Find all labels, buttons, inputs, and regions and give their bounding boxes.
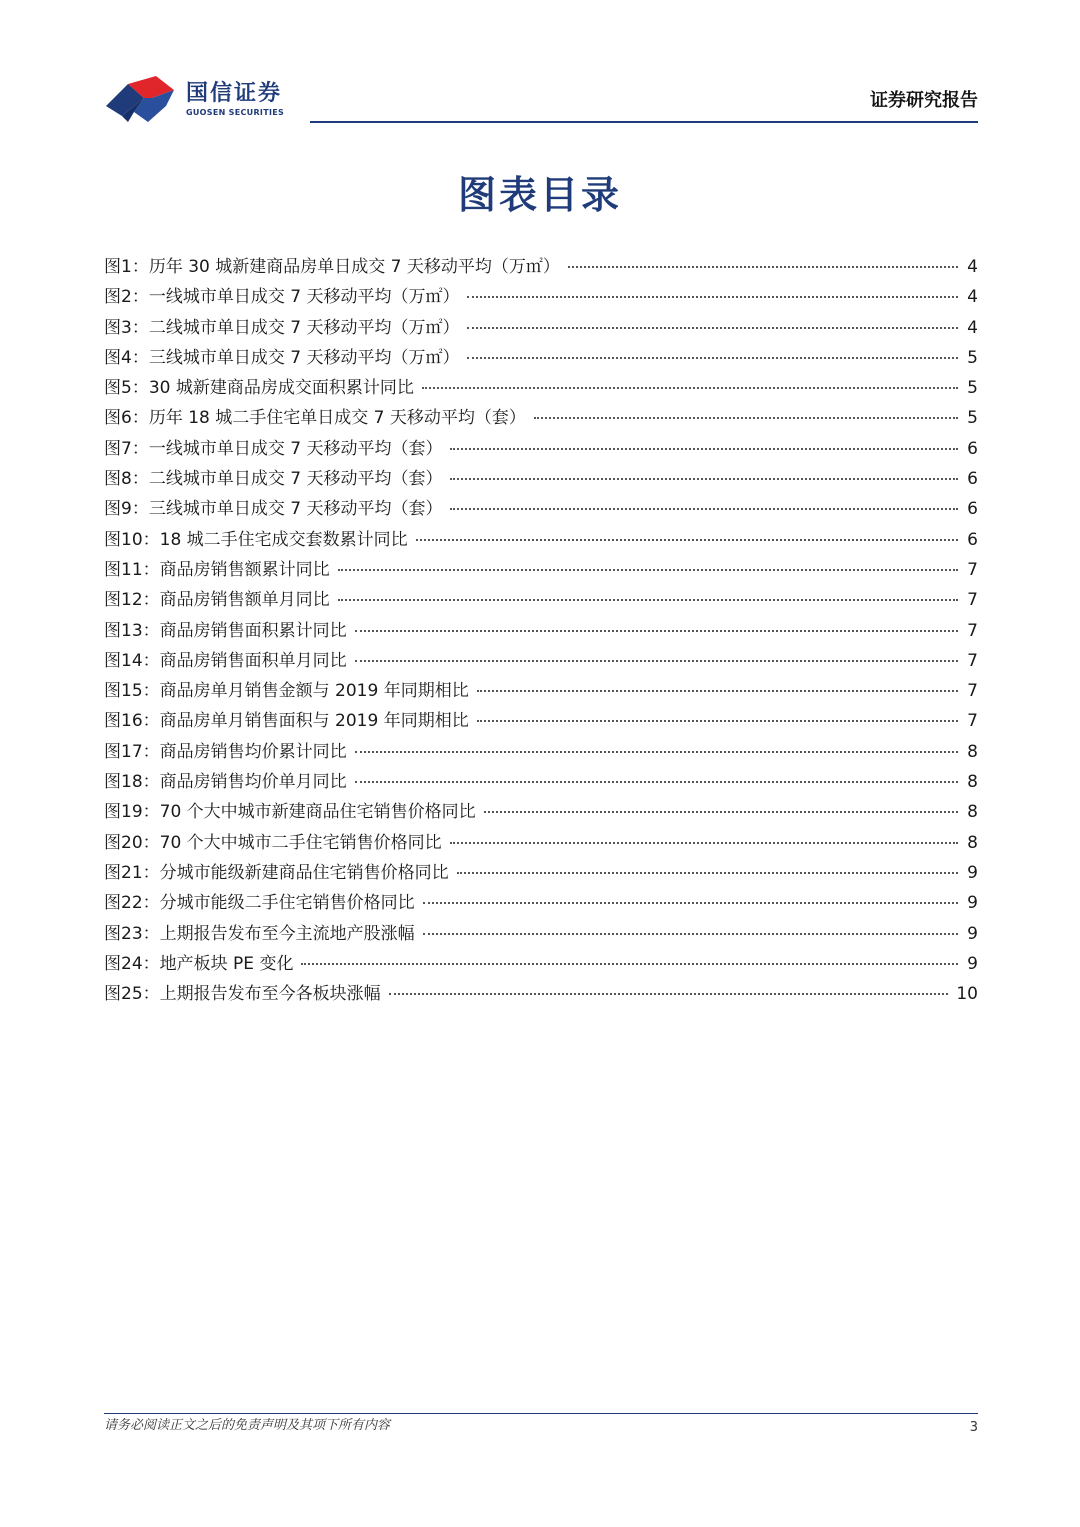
toc-leader-dots [423, 933, 958, 935]
toc-entry[interactable] [104, 343, 978, 373]
toc-entry-title: 一线城市单日成交 7 天移动平均（万㎡） [148, 287, 460, 308]
toc-entry[interactable] [104, 525, 978, 555]
toc-entry-title: 商品房销售额累计同比 [159, 559, 330, 580]
toc-entry[interactable] [104, 767, 978, 797]
toc-entry-label: 图14： [104, 650, 160, 671]
toc-entry-page: 6 [967, 469, 978, 490]
footer-divider [104, 1413, 978, 1414]
toc-entry-page: 4 [967, 317, 978, 338]
toc-entry[interactable] [104, 676, 978, 706]
toc-entry[interactable] [104, 979, 978, 1009]
toc-entry-title: 商品房销售面积累计同比 [159, 620, 347, 641]
toc-entry-title: 商品房销售额单月同比 [159, 590, 330, 611]
toc-entry[interactable] [104, 464, 978, 494]
toc-entry-title: 70 个大中城市新建商品住宅销售价格同比 [159, 802, 476, 823]
toc-leader-dots [422, 387, 958, 389]
toc-entry-label: 图18： [104, 772, 160, 793]
toc-entry-label: 图22： [104, 893, 160, 914]
toc-entry-title: 商品房单月销售面积与 2019 年同期相比 [159, 711, 469, 732]
toc-entry-title: 商品房销售均价单月同比 [159, 772, 347, 793]
toc-entry-label: 图6： [104, 408, 149, 429]
toc-entry[interactable] [104, 888, 978, 918]
toc-entry-label: 图13： [104, 620, 160, 641]
toc-entry-title: 二线城市单日成交 7 天移动平均（套） [148, 469, 443, 490]
toc-entry[interactable] [104, 282, 978, 312]
toc-entry-label: 图16： [104, 711, 160, 732]
toc-entry[interactable] [104, 737, 978, 767]
toc-leader-dots [338, 599, 958, 601]
toc-entry-title: 历年 30 城新建商品房单日成交 7 天移动平均（万㎡） [148, 257, 560, 277]
page-header [104, 76, 978, 124]
logo-chinese-name: 国信证券 [186, 81, 283, 106]
toc-leader-dots [534, 417, 958, 419]
toc-entry-label: 图25： [104, 984, 160, 1005]
toc-entry-label: 图10： [104, 529, 160, 550]
toc-leader-dots [416, 539, 958, 541]
toc-leader-dots [355, 630, 958, 632]
toc-entry-label: 图2： [104, 287, 149, 308]
logo-mark-icon [104, 76, 180, 124]
toc-entry-label: 图20： [104, 832, 160, 853]
toc-entry-label: 图8： [104, 469, 149, 490]
toc-leader-dots [450, 508, 958, 510]
toc-leader-dots [338, 569, 958, 571]
toc-entry-label: 图4： [104, 347, 149, 368]
toc-leader-dots [355, 781, 958, 783]
toc-entry[interactable] [104, 646, 978, 676]
toc-entry-title: 商品房销售均价累计同比 [159, 741, 347, 762]
toc-entry-page: 6 [967, 438, 978, 459]
toc-entry-label: 图11： [104, 559, 160, 580]
toc-leader-dots [477, 690, 958, 692]
toc-entry-title: 分城市能级二手住宅销售价格同比 [159, 893, 415, 914]
toc-entry-page: 4 [967, 287, 978, 308]
toc-entry-page: 5 [967, 347, 978, 368]
toc-leader-dots [423, 902, 958, 904]
company-logo [104, 76, 284, 124]
toc-entry-page: 9 [967, 893, 978, 914]
toc-entry-page: 6 [967, 529, 978, 550]
toc-entry-title: 上期报告发布至今主流地产股涨幅 [159, 923, 415, 944]
toc-entry-page: 8 [967, 741, 978, 762]
toc-leader-dots [355, 660, 958, 662]
toc-entry-label: 图7： [104, 438, 149, 459]
toc-entry-title: 三线城市单日成交 7 天移动平均（套） [148, 499, 443, 520]
toc-entry[interactable] [104, 434, 978, 464]
toc-entry-title: 二线城市单日成交 7 天移动平均（万㎡） [148, 317, 460, 338]
toc-entry-label: 图24： [104, 953, 160, 974]
toc-entry-title: 70 个大中城市二手住宅销售价格同比 [159, 832, 442, 853]
page-number: 3 [969, 1420, 978, 1435]
toc-entry[interactable] [104, 616, 978, 646]
toc-entry-page: 9 [967, 953, 978, 974]
toc-entry-label: 图17： [104, 741, 160, 762]
toc-leader-dots [467, 296, 958, 298]
toc-entry-page: 8 [967, 832, 978, 853]
toc-entry-label: 图15： [104, 681, 160, 702]
toc-entry-title: 历年 18 城二手住宅单日成交 7 天移动平均（套） [148, 408, 526, 429]
toc-entry[interactable] [104, 494, 978, 524]
toc-entry-page: 7 [967, 620, 978, 641]
toc-entry-title: 一线城市单日成交 7 天移动平均（套） [148, 438, 443, 459]
toc-entry[interactable] [104, 858, 978, 888]
toc-entry[interactable] [104, 828, 978, 858]
toc-entry-label: 图9： [104, 499, 149, 520]
toc-entry[interactable] [104, 555, 978, 585]
toc-leader-dots [467, 327, 958, 329]
toc-leader-dots [389, 993, 949, 995]
toc-entry-title: 三线城市单日成交 7 天移动平均（万㎡） [148, 347, 460, 368]
toc-entry-title: 分城市能级新建商品住宅销售价格同比 [159, 862, 449, 883]
toc-entry-page: 5 [967, 378, 978, 399]
toc-entry[interactable] [104, 252, 978, 282]
toc-entry-title: 上期报告发布至今各板块涨幅 [159, 984, 381, 1005]
toc-leader-dots [450, 842, 958, 844]
logo-english-name: GUOSEN SECURITIES [186, 108, 285, 117]
toc-entry-page: 7 [967, 559, 978, 580]
toc-leader-dots [301, 963, 958, 965]
toc-leader-dots [467, 357, 958, 359]
toc-entry[interactable] [104, 706, 978, 736]
toc-leader-dots [457, 872, 958, 874]
toc-entry-page: 8 [967, 802, 978, 823]
toc-entry-page: 9 [967, 862, 978, 883]
toc-entry-label: 图3： [104, 317, 149, 338]
toc-entry-label: 图19： [104, 802, 160, 823]
footer-disclaimer: 请务必阅读正文之后的免责声明及其项下所有内容 [104, 1418, 391, 1433]
toc-entry-title: 商品房单月销售金额与 2019 年同期相比 [159, 681, 469, 702]
toc-entry[interactable] [104, 949, 978, 979]
toc-entry-page: 7 [967, 650, 978, 671]
toc-entry-page: 7 [967, 681, 978, 702]
toc-entry-label: 图1： [104, 257, 149, 277]
toc-entry-page: 7 [967, 711, 978, 732]
toc-entry-label: 图21： [104, 862, 160, 883]
toc-entry-label: 图5： [104, 378, 149, 399]
toc-entry-label: 图23： [104, 923, 160, 944]
toc-leader-dots [450, 478, 958, 480]
toc-entry[interactable] [104, 373, 978, 403]
toc-leader-dots [568, 266, 958, 268]
page-title: 图表目录 [457, 173, 622, 217]
toc-leader-dots [355, 751, 958, 753]
header-divider [310, 121, 978, 123]
toc-entry-title: 地产板块 PE 变化 [159, 953, 294, 974]
toc-entry-label: 图12： [104, 590, 160, 611]
toc-entry-title: 商品房销售面积单月同比 [159, 650, 347, 671]
toc-leader-dots [484, 811, 958, 813]
toc-entry[interactable] [104, 313, 978, 343]
toc-entry-page: 10 [956, 984, 978, 1005]
toc-entry-page: 9 [967, 923, 978, 944]
toc-entry-page: 6 [967, 499, 978, 520]
toc-leader-dots [477, 720, 958, 722]
toc-entry-title: 30 城新建商品房成交面积累计同比 [148, 378, 414, 399]
figure-table-of-contents [104, 252, 978, 1009]
toc-entry[interactable] [104, 585, 978, 615]
report-type-label: 证券研究报告 [870, 90, 978, 111]
toc-leader-dots [450, 448, 958, 450]
toc-entry-page: 4 [967, 257, 978, 277]
toc-entry-page: 7 [967, 590, 978, 611]
toc-entry-page: 5 [967, 408, 978, 429]
toc-entry[interactable] [104, 797, 978, 827]
toc-entry-title: 18 城二手住宅成交套数累计同比 [159, 529, 408, 550]
toc-entry[interactable] [104, 919, 978, 949]
toc-entry-page: 8 [967, 772, 978, 793]
toc-entry[interactable] [104, 403, 978, 433]
